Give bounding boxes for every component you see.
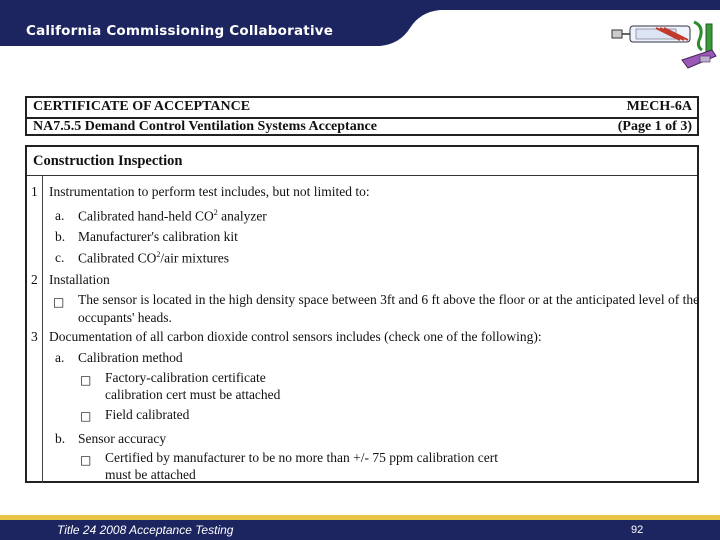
item-1-text: Instrumentation to perform test includes, but not limited to: [49, 184, 370, 199]
item-1b-text: Manufacturer's calibration kit [78, 229, 238, 244]
item-3a-text: Calibration method [78, 350, 183, 365]
item-3-text: Documentation of all carbon dioxide control sensors includes (check one of the following): [49, 329, 542, 344]
sensor-accuracy-checkbox[interactable]: □ [80, 453, 92, 467]
item-2-text: Installation [49, 272, 110, 287]
section-title: NA7.5.5 Demand Control Ventilation Systems Acceptance [33, 119, 377, 134]
item-1c-letter: c. [55, 250, 65, 265]
construction-inspection-table [25, 145, 699, 483]
item-2-line-1: The sensor is located in the high density space between 3ft and 6 ft above the floor or at the anticipated level of the [78, 292, 700, 307]
page-indicator: (Page 1 of 3) [617, 119, 692, 134]
item-1a-main: Calibrated hand-held CO [78, 208, 214, 224]
inspection-title-row [27, 147, 697, 176]
factory-calibration-checkbox[interactable]: □ [80, 373, 92, 387]
field-calibrated-checkbox[interactable]: □ [80, 409, 92, 423]
item-1a-letter: a. [55, 208, 65, 223]
certificate-title-row [27, 98, 697, 119]
sensor-accuracy-line-2: must be attached [105, 467, 196, 482]
item-2-checkbox[interactable]: □ [53, 295, 65, 309]
number-column-divider [42, 176, 43, 483]
item-1c-sup: 2 [156, 250, 161, 259]
item-1a-tail: analyzer [217, 208, 267, 224]
commissioning-logo-icon [608, 16, 720, 78]
item-number-1: 1 [31, 184, 38, 199]
item-1a-text [78, 208, 267, 225]
item-3b-letter: b. [55, 431, 66, 446]
item-1c-tail: /air mixtures [160, 250, 229, 266]
item-2-line-2: occupants' heads. [78, 310, 172, 325]
item-3a-letter: a. [55, 350, 65, 365]
item-1c-text [78, 250, 229, 267]
footer-bar [0, 520, 720, 540]
field-calibrated-text: Field calibrated [105, 407, 190, 422]
sensor-accuracy-line-1: Certified by manufacturer to be no more than +/- 75 ppm calibration cert [105, 450, 498, 465]
certificate-section-row [27, 118, 697, 137]
banner-title: California Commissioning Collaborative [26, 23, 334, 39]
item-number-3: 3 [31, 329, 38, 344]
certificate-title: CERTIFICATE OF ACCEPTANCE [33, 99, 251, 114]
item-number-2: 2 [31, 272, 38, 287]
form-id: MECH-6A [626, 99, 692, 114]
certificate-header [25, 96, 699, 136]
item-1a-sup: 2 [213, 208, 218, 217]
footer-title: Title 24 2008 Acceptance Testing [57, 523, 234, 537]
item-1b-letter: b. [55, 229, 66, 244]
item-1c-main: Calibrated CO [78, 250, 157, 266]
page-number: 92 [631, 524, 644, 536]
inspection-title: Construction Inspection [33, 153, 183, 169]
factory-calibration-line-2: calibration cert must be attached [105, 387, 281, 402]
factory-calibration-line-1: Factory-calibration certificate [105, 370, 266, 385]
item-3b-text: Sensor accuracy [78, 431, 167, 446]
